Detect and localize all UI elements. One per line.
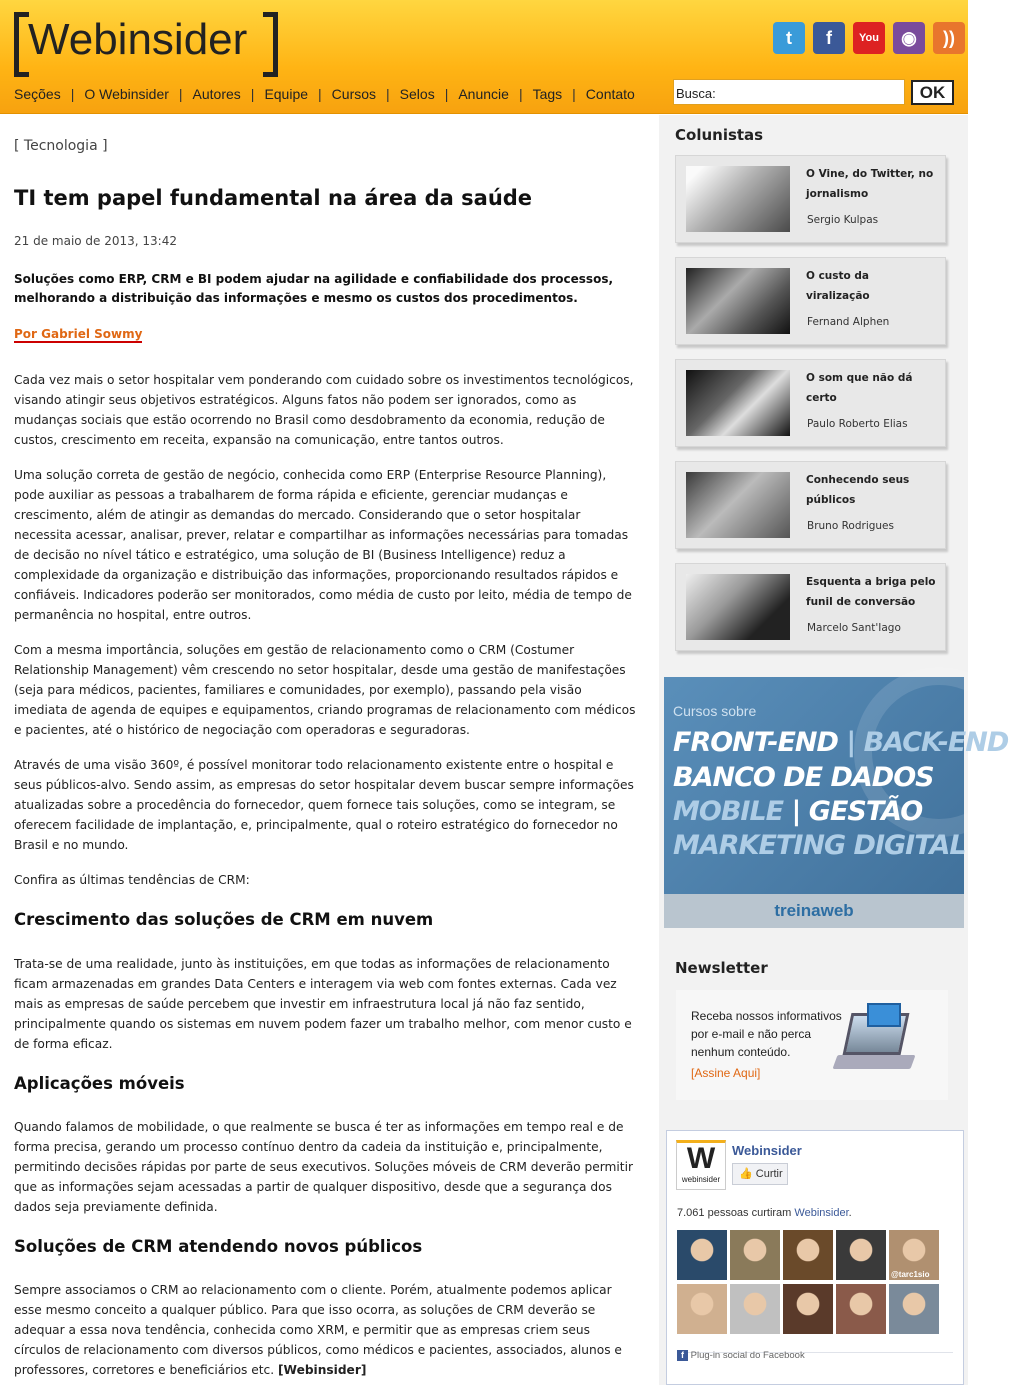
fan-avatar[interactable] bbox=[677, 1284, 727, 1334]
article-date: 21 de maio de 2013, 13:42 bbox=[14, 234, 177, 248]
nav-separator: | bbox=[444, 86, 449, 102]
columnist-photo[interactable] bbox=[686, 166, 790, 232]
nav-item[interactable]: O Webinsider bbox=[84, 86, 169, 102]
paragraph-text: Sempre associamos o CRM ao relacionamento com o cliente. Porém, atualmente podemos aplicar esse mesmo conceito a qualquer público. Para que isso ocorra, as soluções de CRM deverão se adequar a essa nova tendência, conhecida como XRM, e permitir que as empresas criem seus círculos de relacionamento com diversos públicos, como médicos e pacientes, associados, alunos e professores, corretores e beneficiários etc. bbox=[14, 1283, 622, 1377]
webinsider-fb-logo[interactable]: W webinsider bbox=[676, 1140, 726, 1190]
columnist-card[interactable] bbox=[675, 563, 946, 651]
nav-separator: | bbox=[250, 86, 255, 102]
paragraph: Trata-se de uma realidade, junto às instituições, em que todas as informações de relacionamento ficam armazenadas em grandes Data Centers e interagem via web com fontes externas. Cada vez mais as empresas de saúde percebem que investir em infraestrutura local já não faz sentido, principalmente quando os sistemas em nuvem podem fazer um trabalho melhor, com menor custo e de forma eficaz. bbox=[14, 957, 632, 1051]
site-header bbox=[0, 0, 968, 114]
columnist-photo[interactable] bbox=[686, 574, 790, 640]
fan-avatar[interactable] bbox=[889, 1230, 939, 1280]
nav-item[interactable]: Contato bbox=[585, 86, 635, 102]
newsletter-title: Newsletter bbox=[675, 959, 768, 977]
facebook-like-box bbox=[666, 1130, 964, 1385]
paragraph: Uma solução correta de gestão de negócio, conhecida como ERP (Enterprise Resource Planning), pode auxiliar as pessoas a trabalharem de forma rápida e eficiente, gerenciar mudanças e crescimento, além de atingir as demandas do mercado. Considerando que o setor hospitalar necessita acessar, analisar, prever, relatar e compartilhar as informações necessárias para tomadas de decisão no nível tático e estratégico, uma solução de BI (Business Intelligence) reduz a complexidade da organização e distribuição das informações, proporcionando resultados rápidos e confiáveis. Indicadores poderão ser monitorados, como média de custo por leito, média de tempo de permanência no hospital, entre outros. bbox=[14, 468, 632, 622]
nav-item[interactable]: Cursos bbox=[331, 86, 377, 102]
columnists-title: Colunistas bbox=[675, 126, 764, 144]
columnist-headline[interactable]: O som que não dá certo bbox=[806, 372, 913, 404]
thumbs-up-icon: 👍 bbox=[739, 1168, 753, 1180]
banner-line: MARKETING DIGITAL bbox=[673, 830, 966, 861]
columnist-card[interactable] bbox=[675, 461, 946, 549]
columnist-name: Marcelo Sant'Iago bbox=[807, 622, 901, 634]
article-lede: Soluções como ERP, CRM e BI podem ajudar na agilidade e confiabilidade dos processos, melhorando a distribuição das informações e mesmo os custos dos procedimentos. bbox=[14, 272, 614, 305]
facebook-icon[interactable]: f bbox=[813, 22, 845, 54]
subheading: Aplicações móveis bbox=[14, 1074, 185, 1093]
search-input[interactable]: Busca: bbox=[673, 79, 905, 105]
twitter-icon[interactable]: t bbox=[773, 22, 805, 54]
columnist-card[interactable] bbox=[675, 257, 946, 345]
paragraph: Com a mesma importância, soluções em gestão de relacionamento como o CRM (Costumer Relationship Management) vêm crescendo no setor hospitalar, desde uma gestão de manifestações (seja para médicos, pacientes, familiares e comunidades, por exemplo), passando pela visão imediata de agenda de equipes e equipamentos, criando programas de relacionamento com médicos e pacientes, até o histórico de negociação com operadoras e seguradoras. bbox=[14, 643, 636, 737]
courses-banner[interactable] bbox=[664, 677, 1009, 928]
paragraph bbox=[14, 1280, 638, 1380]
banner-line: FRONT-END | BACK-END bbox=[673, 727, 1009, 758]
columnist-name: Paulo Roberto Elias bbox=[807, 418, 908, 430]
columnist-photo[interactable] bbox=[686, 370, 790, 436]
fan-avatar[interactable] bbox=[783, 1230, 833, 1280]
avatar-caption: @tarc1sio bbox=[891, 1270, 930, 1279]
nav-separator: | bbox=[386, 86, 390, 102]
columnist-headline[interactable]: O Vine, do Twitter, no jornalismo bbox=[806, 168, 934, 200]
section-link[interactable]: Tecnologia bbox=[23, 138, 98, 154]
newsletter-text: Receba nossos informativos por e-mail e não perca nenhum conteúdo. bbox=[691, 1009, 842, 1059]
youtube-icon[interactable]: You bbox=[853, 22, 885, 54]
nav-separator: | bbox=[318, 86, 322, 102]
columnist-name: Fernand Alphen bbox=[807, 316, 890, 328]
site-logo[interactable]: Webinsider bbox=[14, 12, 278, 67]
banner-line: MOBILE | GESTÃO bbox=[673, 796, 923, 827]
fb-plugin-footer: f Plug-in social do Facebook bbox=[677, 1350, 805, 1361]
section-breadcrumb: [ Tecnologia ] bbox=[14, 138, 108, 154]
fan-avatar[interactable] bbox=[836, 1230, 886, 1280]
fan-avatar[interactable] bbox=[889, 1284, 939, 1334]
columnist-name: Bruno Rodrigues bbox=[807, 520, 894, 532]
nav-separator: | bbox=[572, 86, 576, 102]
newsletter-signup-link[interactable]: [Assine Aqui] bbox=[691, 1066, 761, 1080]
nav-item[interactable]: Anuncie bbox=[458, 86, 509, 102]
paragraph: Quando falamos de mobilidade, o que realmente se busca é ter as informações em tempo real e de forma precisa, gerando um processo contínuo dentro da cadeia da instituição e, principalmente, permitindo decisões rápidas por parte de seus executivos. Soluções móveis de CRM deverão permitir que as informações sejam acessadas a partir de qualquer dispositivo, desde que a segurança dos dados seja previamente definida. bbox=[14, 1120, 633, 1214]
article-title: TI tem papel fundamental na área da saúde bbox=[14, 186, 533, 210]
subheading: Crescimento das soluções de CRM em nuvem bbox=[14, 910, 434, 929]
columnist-name: Sergio Kulpas bbox=[807, 214, 879, 226]
banner-kicker: Cursos sobre bbox=[673, 703, 757, 719]
facebook-icon: f bbox=[677, 1350, 688, 1361]
podcast-icon[interactable]: ◉ bbox=[893, 22, 925, 54]
paragraph: Através de uma visão 360º, é possível monitorar todo relacionamento existente entre o hospital e seus públicos-alvo. Sendo assim, as empresas do setor hospitalar devem buscar sempre informações atualizadas sobre a procedência do fornecedor, quem fornece tais soluções, como se integram, se oferecem facilidade de implantação, e, principalmente, qual o roteiro estratégico do fornecedor no Brasil e no mundo. bbox=[14, 758, 634, 852]
fb-likes-count: 7.061 pessoas curtiram Webinsider. bbox=[677, 1207, 852, 1219]
nav-item[interactable]: Tags bbox=[532, 86, 563, 102]
treinaweb-logo: treinaweb bbox=[664, 894, 964, 928]
fb-like-button[interactable]: 👍 Curtir bbox=[732, 1163, 788, 1185]
nav-item[interactable]: Seções bbox=[14, 86, 61, 102]
columnist-headline[interactable]: O custo da viralização bbox=[806, 270, 870, 302]
nav-item[interactable]: Selos bbox=[399, 86, 435, 102]
nav-separator: | bbox=[70, 86, 75, 102]
columnist-headline[interactable]: Conhecendo seus públicos bbox=[806, 474, 910, 506]
columnist-card[interactable] bbox=[675, 155, 946, 243]
fan-avatar[interactable] bbox=[836, 1284, 886, 1334]
nav-item[interactable]: Autores bbox=[192, 86, 241, 102]
fan-avatar[interactable] bbox=[730, 1284, 780, 1334]
main-nav bbox=[14, 86, 635, 102]
columnist-photo[interactable] bbox=[686, 472, 790, 538]
fb-page-name[interactable]: Webinsider bbox=[732, 1143, 802, 1158]
paragraph: Cada vez mais o setor hospitalar vem ponderando com cuidado sobre os investimentos tecnológicos, visando atingir seus objetivos estratégicos. Alguns fatos não podem ser ignorados, como as mudanças sociais que estão ocorrendo no Brasil como desdobramento da economia, redução de custos, crescimento em receita, expansão na comunicação, entre tantos outros. bbox=[14, 373, 634, 447]
author-link[interactable]: Por Gabriel Sowmy bbox=[14, 327, 143, 341]
columnist-card[interactable] bbox=[675, 359, 946, 447]
laptop-email-icon bbox=[831, 1003, 919, 1083]
nav-separator: | bbox=[178, 86, 183, 102]
search-button[interactable]: OK bbox=[911, 80, 954, 105]
columnist-headline[interactable]: Esquenta a briga pelo funil de conversão bbox=[806, 576, 936, 608]
columnist-photo[interactable] bbox=[686, 268, 790, 334]
fan-avatar[interactable] bbox=[677, 1230, 727, 1280]
paragraph: Confira as últimas tendências de CRM: bbox=[14, 873, 250, 887]
newsletter-box bbox=[676, 990, 948, 1100]
rss-icon[interactable]: )) bbox=[933, 22, 965, 54]
signature-tag: [Webinsider] bbox=[277, 1363, 367, 1377]
nav-separator: | bbox=[518, 86, 523, 102]
nav-item[interactable]: Equipe bbox=[264, 86, 309, 102]
fan-avatar[interactable] bbox=[783, 1284, 833, 1334]
fan-avatar[interactable] bbox=[730, 1230, 780, 1280]
subheading: Soluções de CRM atendendo novos públicos bbox=[14, 1237, 423, 1256]
banner-line: BANCO DE DADOS bbox=[673, 762, 934, 793]
